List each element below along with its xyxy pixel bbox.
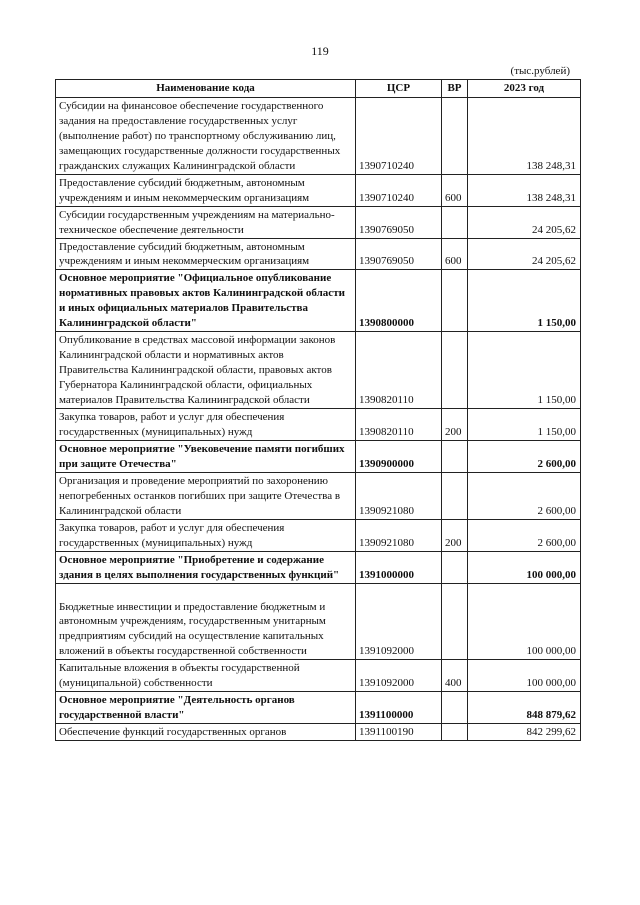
header-csr: ЦСР xyxy=(356,80,442,98)
row-csr: 1391100190 xyxy=(356,724,442,741)
row-csr: 1391092000 xyxy=(356,583,442,660)
row-amount: 2 600,00 xyxy=(468,440,581,472)
header-vr: ВР xyxy=(442,80,468,98)
table-row-bold xyxy=(56,270,581,332)
row-name: Капитальные вложения в объекты государственной (муниципальной) собственности xyxy=(56,660,356,692)
row-amount: 138 248,31 xyxy=(468,174,581,206)
row-amount: 24 205,62 xyxy=(468,206,581,238)
row-vr xyxy=(442,332,468,409)
row-csr: 1390769050 xyxy=(356,238,442,270)
row-name: Опубликование в средствах массовой информации законов Калининградской области и нормативных актов Правительства Калининградской области, правовых актов Губернатора Калининградской области, официальных материалов Правительства Калининградской области xyxy=(56,332,356,409)
row-amount: 100 000,00 xyxy=(468,551,581,583)
row-amount: 842 299,62 xyxy=(468,724,581,741)
row-csr: 1390921080 xyxy=(356,519,442,551)
row-name: Основное мероприятие "Деятельность органов государственной власти" xyxy=(56,692,356,724)
table-row xyxy=(56,583,581,660)
row-csr: 1390900000 xyxy=(356,440,442,472)
header-name: Наименование кода xyxy=(56,80,356,98)
row-amount: 1 150,00 xyxy=(468,332,581,409)
row-csr: 1390710240 xyxy=(356,174,442,206)
row-csr: 1390710240 xyxy=(356,97,442,174)
row-vr: 400 xyxy=(442,660,468,692)
row-amount: 1 150,00 xyxy=(468,409,581,441)
table-body xyxy=(56,97,581,740)
row-vr xyxy=(442,551,468,583)
row-vr xyxy=(442,692,468,724)
row-vr xyxy=(442,97,468,174)
row-name: Основное мероприятие "Увековечение памяти погибших при защите Отечества" xyxy=(56,440,356,472)
budget-table xyxy=(55,79,581,741)
row-amount: 24 205,62 xyxy=(468,238,581,270)
page-number: 119 xyxy=(311,44,329,58)
row-name: Основное мероприятие "Официальное опубликование нормативных правовых актов Калининградской области и иных официальных материалов Правительства Калининградской области" xyxy=(56,270,356,332)
table-row xyxy=(56,97,581,174)
header-year: 2023 год xyxy=(468,80,581,98)
table-row xyxy=(56,409,581,441)
row-name: Основное мероприятие "Приобретение и содержание здания в целях выполнения государственных функций" xyxy=(56,551,356,583)
row-csr: 1390800000 xyxy=(356,270,442,332)
table-row-bold xyxy=(56,551,581,583)
table-row xyxy=(56,206,581,238)
units-label: (тыс.рублей) xyxy=(510,65,570,77)
table-row xyxy=(56,174,581,206)
row-vr xyxy=(442,583,468,660)
table-row xyxy=(56,332,581,409)
row-amount: 848 879,62 xyxy=(468,692,581,724)
table-row xyxy=(56,519,581,551)
row-name: Субсидии на финансовое обеспечение государственного задания на предоставление государственных услуг (выполнение работ) по транспортному обслуживанию лиц, замещающих государственные должности государственных гражданских служащих Калининградской области xyxy=(56,97,356,174)
row-name: Обеспечение функций государственных органов xyxy=(56,724,356,741)
row-csr: 1391100000 xyxy=(356,692,442,724)
row-vr: 200 xyxy=(442,519,468,551)
table-row xyxy=(56,472,581,519)
row-name: Закупка товаров, работ и услуг для обеспечения государственных (муниципальных) нужд xyxy=(56,409,356,441)
row-amount: 100 000,00 xyxy=(468,583,581,660)
row-name: Бюджетные инвестиции и предоставление бюджетным и автономным учреждениям, государственным унитарным предприятиям субсидий на осуществление капитальных вложений в объекты государственной собственности xyxy=(56,583,356,660)
table-row-bold xyxy=(56,692,581,724)
row-amount: 138 248,31 xyxy=(468,97,581,174)
row-amount: 1 150,00 xyxy=(468,270,581,332)
row-amount: 2 600,00 xyxy=(468,472,581,519)
row-csr: 1391092000 xyxy=(356,660,442,692)
table-header-row xyxy=(56,80,581,98)
row-csr: 1390820110 xyxy=(356,409,442,441)
row-csr: 1390769050 xyxy=(356,206,442,238)
table-row xyxy=(56,660,581,692)
row-vr: 600 xyxy=(442,174,468,206)
row-csr: 1390820110 xyxy=(356,332,442,409)
row-amount: 2 600,00 xyxy=(468,519,581,551)
table-row xyxy=(56,238,581,270)
row-name: Предоставление субсидий бюджетным, автономным учреждениям и иным некоммерческим организациям xyxy=(56,238,356,270)
row-vr xyxy=(442,270,468,332)
table-row-bold xyxy=(56,440,581,472)
row-name: Организация и проведение мероприятий по захоронению непогребенных останков погибших при защите Отечества в Калининградской области xyxy=(56,472,356,519)
row-vr xyxy=(442,724,468,741)
row-name: Предоставление субсидий бюджетным, автономным учреждениям и иным некоммерческим организациям xyxy=(56,174,356,206)
row-name: Субсидии государственным учреждениям на материально-техническое обеспечение деятельности xyxy=(56,206,356,238)
row-vr xyxy=(442,206,468,238)
table-row xyxy=(56,724,581,741)
row-csr: 1391000000 xyxy=(356,551,442,583)
row-amount: 100 000,00 xyxy=(468,660,581,692)
row-name: Закупка товаров, работ и услуг для обеспечения государственных (муниципальных) нужд xyxy=(56,519,356,551)
row-vr xyxy=(442,440,468,472)
row-vr: 200 xyxy=(442,409,468,441)
row-csr: 1390921080 xyxy=(356,472,442,519)
row-vr xyxy=(442,472,468,519)
row-vr: 600 xyxy=(442,238,468,270)
